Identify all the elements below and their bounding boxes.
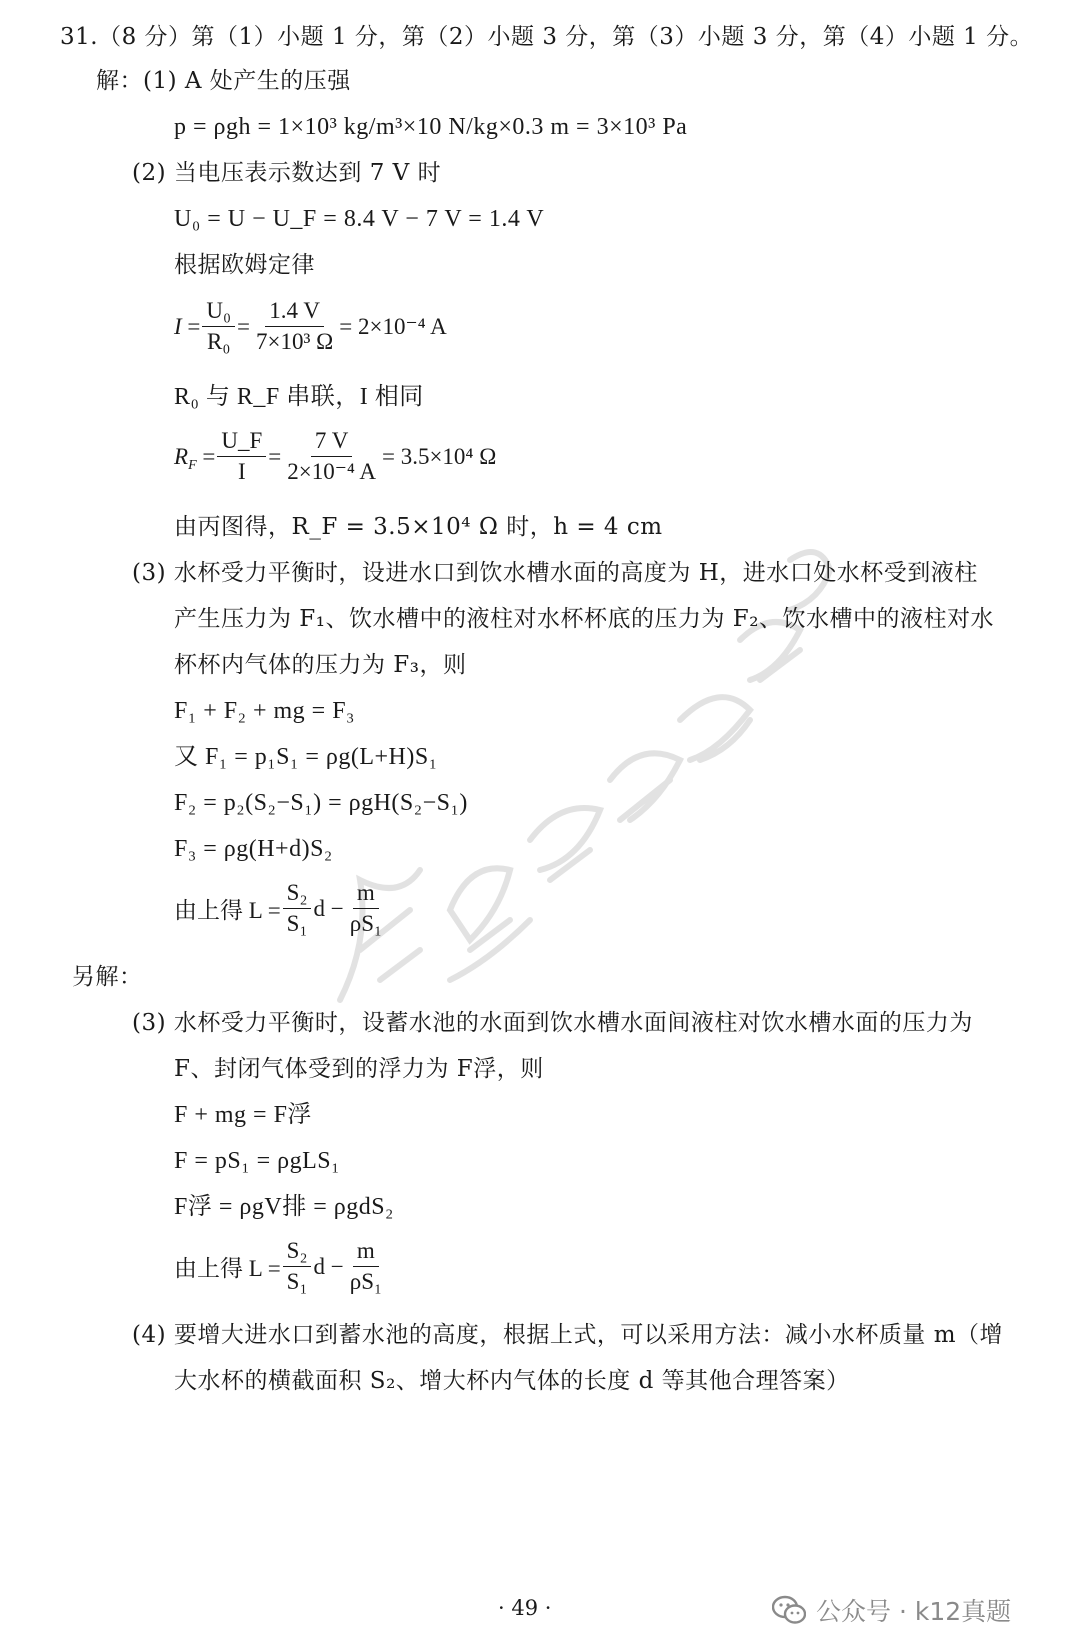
- part3-result: [174, 880, 388, 937]
- frac-denominator: ρS₁: [349, 1269, 383, 1294]
- part3-line1: (3) 水杯受力平衡时，设进水口到饮水槽水面的高度为 H，进水口处水杯受到液柱: [132, 560, 978, 586]
- frac-numerator: 7 V: [311, 428, 352, 457]
- graph-reading: 由丙图得，R_F = 3.5×10⁴ Ω 时，h = 4 cm: [174, 514, 663, 540]
- rf-fraction-right: [283, 428, 380, 485]
- pressure-formula: p = ρgh = 1×10³ kg/m³×10 N/kg×0.3 m = 3×10³ Pa: [174, 114, 688, 140]
- part3-line3: 杯杯内气体的压力为 F₃，则: [174, 652, 467, 678]
- part3-eq1: F₁ + F₂ + mg = F₃: [174, 698, 355, 724]
- alt-solution-label: 另解：: [72, 964, 143, 990]
- frac-denominator: 7×10³ Ω: [256, 329, 334, 354]
- alt3-line2: F、封闭气体受到的浮力为 F浮，则: [174, 1056, 544, 1082]
- frac-denominator: S₁: [286, 911, 308, 936]
- result-fraction-1: [283, 880, 312, 937]
- frac-denominator: R₀: [207, 329, 231, 354]
- part2-intro: (2) 当电压表示数达到 7 V 时: [132, 160, 442, 186]
- frac-numerator: m: [353, 1238, 379, 1267]
- current-symbol: I =: [174, 313, 201, 339]
- alt3-line1: (3) 水杯受力平衡时，设蓄水池的水面到饮水槽水面间液柱对饮水槽水面的压力为: [132, 1010, 973, 1036]
- rf-symbol: $R_F$ =: [174, 443, 216, 473]
- question-header: 31.（8 分）第（1）小题 1 分，第（2）小题 3 分，第（3）小题 3 分，第（4）小题 1 分。: [60, 24, 1034, 50]
- part4-line1: (4) 要增大进水口到蓄水池的高度，根据上式，可以采用方法：减小水杯质量 m（增: [132, 1322, 1004, 1348]
- frac-numerator: S₂: [283, 880, 312, 909]
- wechat-attribution[interactable]: [772, 1592, 1011, 1628]
- alt3-eq2: F = pS₁ = ρgLS₁: [174, 1148, 340, 1174]
- page-footer: [0, 1592, 1080, 1632]
- frac-numerator: 1.4 V: [265, 298, 324, 327]
- result-mid: d −: [313, 895, 344, 921]
- u0-formula: U₀ = U − U_F = 8.4 V − 7 V = 1.4 V: [174, 206, 545, 232]
- part3-eq3: F₂ = p₂(S₂−S₁) = ρgH(S₂−S₁): [174, 790, 468, 816]
- frac-denominator: 2×10⁻⁴ A: [287, 459, 376, 484]
- wechat-label: 公众号 · k12真题: [816, 1597, 1012, 1626]
- result-fraction-2: [346, 1238, 386, 1295]
- frac-numerator: U_F: [217, 428, 266, 457]
- frac-denominator: ρS₁: [349, 911, 383, 936]
- frac-denominator: S₁: [286, 1269, 308, 1294]
- frac-numerator: S₂: [283, 1238, 312, 1267]
- part3-eq2: 又 F₁ = p₁S₁ = ρg(L+H)S₁: [174, 744, 438, 770]
- frac-numerator: U₀: [202, 298, 235, 327]
- page-number: · 49 ·: [498, 1596, 552, 1620]
- result-fraction-1: [283, 1238, 312, 1295]
- part4-line2: 大水杯的横截面积 S₂、增大杯内气体的长度 d 等其他合理答案）: [174, 1368, 850, 1394]
- ohm-law-label: 根据欧姆定律: [174, 252, 315, 278]
- solution-part1-title: 解：(1) A 处产生的压强: [96, 68, 351, 94]
- alt3-result: [174, 1238, 388, 1295]
- part3-line2: 产生压力为 F₁、饮水槽中的液柱对水杯杯底的压力为 F₂、饮水槽中的液柱对水: [174, 606, 994, 632]
- rf-fraction-left: [217, 428, 266, 485]
- result-fraction-2: [346, 880, 386, 937]
- part3-eq4: F₃ = ρg(H+d)S₂: [174, 836, 333, 862]
- frac-numerator: m: [353, 880, 379, 909]
- result-prefix: 由上得 L =: [174, 898, 281, 923]
- current-formula: I = $\frac{\text{U₀}}{\text{R₀}}$ = $\frac{1.4 V}{\text{7×10³ Ω}}$ = 2×10⁻⁴ A: [174, 298, 447, 354]
- series-statement: R₀ 与 R_F 串联，I 相同: [174, 384, 424, 410]
- alt3-eq3: F浮 = ρgV排 = ρgdS₂: [174, 1194, 394, 1220]
- current-fraction-right: [252, 298, 337, 355]
- frac-denominator: I: [237, 459, 246, 484]
- rf-formula: $R_F$ = $\frac{U\_F}{I}$ = $\frac{7 V}{\text{2×10⁻⁴ A}}$ = 3.5×10⁴ Ω: [174, 428, 497, 484]
- result-mid: d −: [313, 1253, 344, 1279]
- wechat-icon: [772, 1595, 806, 1625]
- result-prefix: 由上得 L =: [174, 1256, 281, 1281]
- alt3-eq1: F + mg = F浮: [174, 1102, 312, 1128]
- rf-result: = 3.5×10⁴ Ω: [381, 443, 497, 469]
- current-fraction-left: [202, 298, 235, 355]
- current-result: = 2×10⁻⁴ A: [339, 313, 447, 339]
